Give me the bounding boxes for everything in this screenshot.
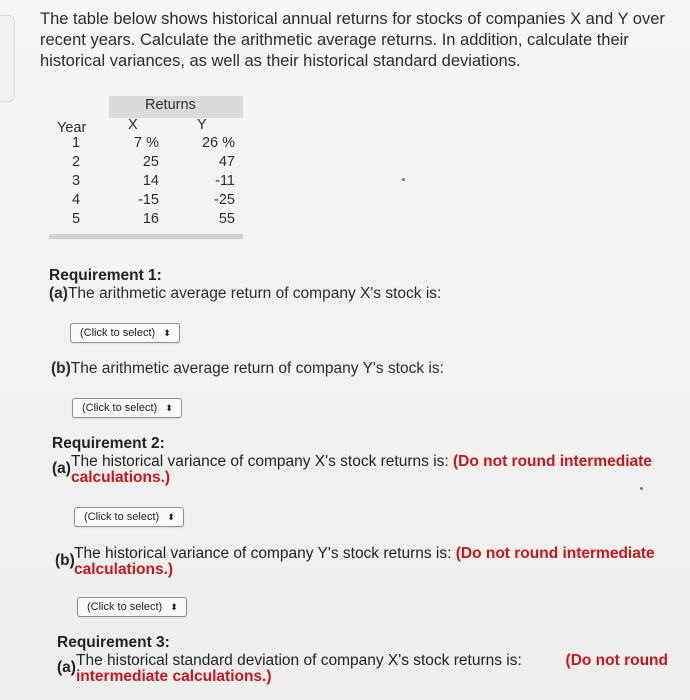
table-row	[49, 154, 243, 173]
table-body	[49, 135, 243, 230]
year-cell: 5	[71, 211, 81, 227]
question-label: (a)	[49, 285, 68, 302]
rounding-note-cont: calculations.)	[71, 469, 171, 486]
rounding-note: (Do not round	[565, 652, 668, 669]
question-label: (b)	[51, 360, 71, 377]
y-return-cell: 26 %	[201, 135, 235, 151]
year-cell: 4	[71, 192, 81, 208]
requirement-3a-question	[76, 653, 676, 685]
rounding-note-cont: intermediate calculations.)	[76, 668, 272, 685]
requirement-2b-label: (b)	[55, 552, 75, 569]
requirement-1-heading: Requirement 1:	[49, 267, 162, 284]
y-return-cell: 55	[218, 211, 235, 227]
year-column-header: Year	[57, 120, 87, 136]
requirement-2a-label: (a)	[52, 460, 71, 477]
question-text: The historical variance of company X's stock returns is:	[71, 453, 453, 470]
stray-mark	[402, 178, 405, 181]
question-text: The historical variance of company Y's stock returns is:	[74, 545, 456, 562]
question-text: The arithmetic average return of company Y's stock is:	[70, 360, 444, 377]
select-value: (Click to select)	[82, 402, 158, 414]
table-row	[49, 173, 243, 192]
table-row	[49, 135, 243, 154]
requirement-3a-label: (a)	[57, 659, 76, 676]
table-bottom-rule	[49, 234, 243, 239]
requirement-2b-question	[74, 546, 674, 578]
requirement-2-heading: Requirement 2:	[52, 435, 165, 452]
x-return-cell: 7 %	[134, 135, 159, 151]
x-return-cell: -15	[138, 192, 159, 208]
requirement-3-heading: Requirement 3:	[57, 634, 170, 651]
y-column-header: Y	[197, 117, 207, 133]
problem-statement: The table below shows historical annual returns for stocks of companies X and Y over recent years. Calculate the arithmetic average returns. In addition, calculate their historical variances, as well as their historical standard deviations.	[40, 10, 665, 70]
select-arrows-icon: ⬍	[165, 402, 173, 413]
req2a-answer-select[interactable]	[74, 507, 184, 527]
y-return-cell: 47	[218, 154, 235, 170]
x-return-cell: 14	[142, 173, 159, 189]
select-value: (Click to select)	[87, 601, 163, 613]
select-arrows-icon: ⬍	[167, 511, 175, 522]
page-edge-tab	[0, 15, 15, 102]
rounding-note: (Do not round intermediate	[453, 453, 652, 470]
stray-mark	[640, 487, 643, 490]
rounding-note-cont: calculations.)	[74, 561, 174, 578]
y-return-cell: -25	[214, 192, 235, 208]
question-text: The historical standard deviation of company X's stock returns is:	[76, 652, 522, 669]
select-value: (Click to select)	[80, 327, 156, 339]
year-cell: 2	[71, 154, 81, 170]
x-return-cell: 25	[142, 154, 159, 170]
returns-group-header: Returns	[145, 97, 196, 113]
x-return-cell: 16	[142, 211, 159, 227]
year-cell: 3	[71, 173, 81, 189]
table-row	[49, 192, 243, 211]
select-value: (Click to select)	[84, 511, 160, 523]
year-cell: 1	[71, 135, 81, 151]
requirement-1a-question	[49, 285, 441, 303]
select-arrows-icon: ⬍	[163, 327, 171, 338]
table-row	[49, 211, 243, 230]
requirement-2a-question	[71, 454, 671, 486]
req1a-answer-select[interactable]	[70, 323, 180, 343]
x-column-header: X	[128, 117, 138, 133]
req1b-answer-select[interactable]	[72, 398, 182, 418]
rounding-note: (Do not round intermediate	[455, 545, 655, 562]
question-text: The arithmetic average return of company X's stock is:	[67, 285, 442, 302]
req2b-answer-select[interactable]	[77, 597, 187, 617]
y-return-cell: -11	[215, 173, 235, 189]
requirement-1b-question	[51, 360, 444, 378]
select-arrows-icon: ⬍	[170, 601, 178, 612]
